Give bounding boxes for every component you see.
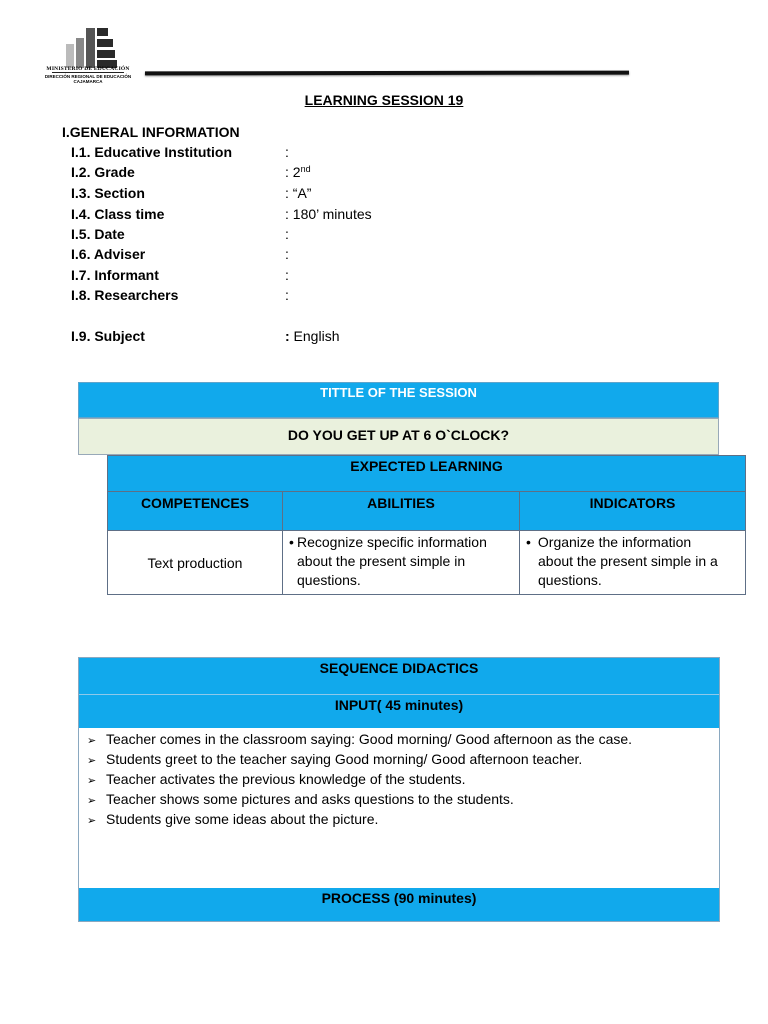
arrow-bullet-icon: ➢ xyxy=(87,795,97,807)
info-label: I.8. Researchers xyxy=(71,287,179,303)
process-heading: PROCESS (90 minutes) xyxy=(79,888,719,921)
input-activities-list xyxy=(79,728,719,888)
list-item: ➢ Teacher activates the previous knowledge of the students. xyxy=(87,770,719,790)
header-rule xyxy=(145,71,629,76)
input-heading: INPUT( 45 minutes) xyxy=(79,694,719,728)
column-header-abilities: ABILITIES xyxy=(283,492,520,531)
info-value: : xyxy=(285,267,289,283)
info-label: I.9. Subject xyxy=(71,328,145,344)
arrow-bullet-icon: ➢ xyxy=(87,815,97,827)
logo-direction-text: DIRECCIÓN REGIONAL DE EDUCACIÓN xyxy=(44,74,132,79)
info-label: I.5. Date xyxy=(71,226,125,242)
list-item: ➢ Students greet to the teacher saying Good morning/ Good afternoon teacher. xyxy=(87,750,719,770)
arrow-bullet-icon: ➢ xyxy=(87,755,97,767)
info-label: I.6. Adviser xyxy=(71,246,146,262)
sequence-didactics-heading: SEQUENCE DIDACTICS xyxy=(79,658,719,694)
sequence-didactics-table xyxy=(78,657,720,922)
info-label: I.1. Educative Institution xyxy=(71,144,233,160)
info-value: : xyxy=(285,144,289,160)
session-question: DO YOU GET UP AT 6 O`CLOCK? xyxy=(78,418,719,455)
info-value: : “A” xyxy=(285,185,312,201)
info-value: : English xyxy=(285,328,340,344)
arrow-bullet-icon: ➢ xyxy=(87,735,97,747)
bullet-icon: • xyxy=(289,534,294,550)
info-label: I.3. Section xyxy=(71,185,145,201)
info-label: I.4. Class time xyxy=(71,206,165,222)
ministry-logo xyxy=(38,20,138,92)
general-information-heading: I.GENERAL INFORMATION xyxy=(62,124,240,140)
list-item: ➢ Teacher comes in the classroom saying: Good morning/ Good afternoon as the case. xyxy=(87,730,719,750)
ability-cell: • Recognize specific information about the present simple in questions. xyxy=(283,531,520,595)
column-header-indicators: INDICATORS xyxy=(520,492,746,531)
session-title: LEARNING SESSION 19 xyxy=(304,92,464,108)
competence-cell: Text production xyxy=(108,531,283,595)
list-item: ➢ Students give some ideas about the picture. xyxy=(87,810,719,830)
list-item: ➢ Teacher shows some pictures and asks questions to the students. xyxy=(87,790,719,810)
expected-learning-table xyxy=(107,455,746,595)
indicator-cell: • Organize the information about the present simple in a questions. xyxy=(520,531,746,595)
logo-ministry-text: MINISTERIO DE EDUCACIÓN xyxy=(46,66,130,72)
info-label: I.7. Informant xyxy=(71,267,159,283)
info-label: I.2. Grade xyxy=(71,164,135,180)
logo-bars-icon xyxy=(52,24,122,68)
expected-learning-heading: EXPECTED LEARNING xyxy=(108,456,746,492)
tittle-of-session-header: TITTLE OF THE SESSION xyxy=(78,382,719,418)
column-header-competences: COMPETENCES xyxy=(108,492,283,531)
info-value: : xyxy=(285,226,289,242)
info-value: : xyxy=(285,287,289,303)
arrow-bullet-icon: ➢ xyxy=(87,775,97,787)
info-value: : xyxy=(285,246,289,262)
info-value: : 2nd xyxy=(285,164,311,180)
info-value: : 180’ minutes xyxy=(285,206,372,222)
bullet-icon: • xyxy=(526,534,531,550)
logo-region-text: CAJAMARCA xyxy=(73,79,103,84)
